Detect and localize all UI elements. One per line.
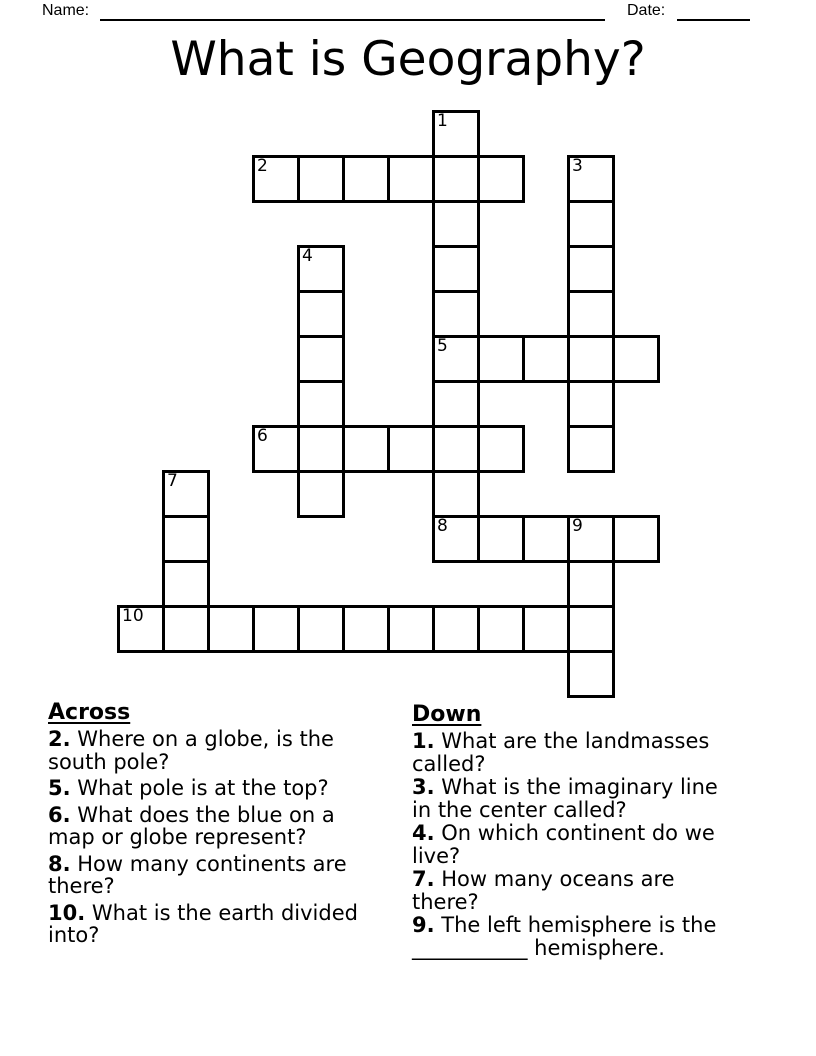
crossword-cell[interactable] bbox=[432, 290, 480, 338]
cell-number-label: 7 bbox=[167, 471, 178, 491]
crossword-cell[interactable] bbox=[477, 335, 525, 383]
clue-number: 10. bbox=[48, 900, 86, 925]
cell-number-label: 9 bbox=[572, 516, 583, 536]
crossword-cell[interactable] bbox=[567, 605, 615, 653]
crossword-cell[interactable] bbox=[432, 380, 480, 428]
clue-number: 7. bbox=[412, 867, 435, 891]
across-clue-5: 5. What pole is at the top? bbox=[48, 776, 329, 800]
clue-number: 1. bbox=[412, 729, 435, 753]
clue-number: 5. bbox=[48, 776, 71, 800]
crossword-cell[interactable] bbox=[432, 425, 480, 473]
crossword-cell[interactable] bbox=[297, 605, 345, 653]
crossword-cell[interactable] bbox=[432, 335, 480, 383]
cell-number-label: 8 bbox=[437, 516, 448, 536]
down-clue-7: 7. How many oceans are there? bbox=[412, 867, 675, 914]
crossword-cell[interactable] bbox=[612, 335, 660, 383]
crossword-cell[interactable] bbox=[567, 155, 615, 203]
page-title: What is Geography? bbox=[170, 32, 646, 87]
down-clue-1: 1. What are the landmasses called? bbox=[412, 729, 710, 776]
crossword-cell[interactable] bbox=[477, 515, 525, 563]
crossword-cell[interactable] bbox=[387, 425, 435, 473]
clue-number: 3. bbox=[412, 775, 435, 799]
across-clue-10: 10. What is the earth divided into? bbox=[48, 900, 358, 947]
crossword-cell[interactable] bbox=[297, 470, 345, 518]
clue-number: 2. bbox=[48, 727, 71, 751]
down-clue-3: 3. What is the imaginary line in the center called? bbox=[412, 775, 718, 822]
crossword-cell[interactable] bbox=[567, 200, 615, 248]
crossword-cell[interactable] bbox=[252, 605, 300, 653]
crossword-cell[interactable] bbox=[162, 470, 210, 518]
crossword-cell[interactable] bbox=[297, 425, 345, 473]
clue-number: 6. bbox=[48, 802, 71, 827]
crossword-cell[interactable] bbox=[432, 110, 480, 158]
crossword-cell[interactable] bbox=[252, 425, 300, 473]
across-clues-section bbox=[48, 701, 380, 951]
crossword-cell[interactable] bbox=[432, 155, 480, 203]
crossword-cell[interactable] bbox=[522, 515, 570, 563]
crossword-cell[interactable] bbox=[387, 605, 435, 653]
crossword-cell[interactable] bbox=[567, 290, 615, 338]
clue-number: 4. bbox=[412, 821, 435, 845]
crossword-cell[interactable] bbox=[432, 605, 480, 653]
crossword-cell[interactable] bbox=[522, 335, 570, 383]
across-clue-2: 2. Where on a globe, is the south pole? bbox=[48, 727, 334, 774]
crossword-cell[interactable] bbox=[477, 155, 525, 203]
down-clue-list bbox=[412, 730, 734, 959]
date-blank-line[interactable] bbox=[677, 1, 750, 21]
crossword-cell[interactable] bbox=[162, 605, 210, 653]
cell-number-label: 3 bbox=[572, 156, 583, 176]
date-label: Date: bbox=[627, 2, 666, 19]
crossword-grid bbox=[117, 110, 660, 698]
cell-number-label: 1 bbox=[437, 111, 448, 131]
crossword-cell[interactable] bbox=[162, 515, 210, 563]
crossword-cell[interactable] bbox=[297, 155, 345, 203]
crossword-cell[interactable] bbox=[477, 425, 525, 473]
crossword-cell[interactable] bbox=[567, 560, 615, 608]
crossword-cell[interactable] bbox=[477, 605, 525, 653]
crossword-cell[interactable] bbox=[297, 290, 345, 338]
crossword-cell[interactable] bbox=[342, 425, 390, 473]
crossword-cell[interactable] bbox=[297, 245, 345, 293]
cell-number-label: 5 bbox=[437, 336, 448, 356]
crossword-cell[interactable] bbox=[387, 155, 435, 203]
crossword-cell[interactable] bbox=[117, 605, 165, 653]
crossword-cell[interactable] bbox=[342, 605, 390, 653]
crossword-cell[interactable] bbox=[612, 515, 660, 563]
cell-number-label: 2 bbox=[257, 156, 268, 176]
crossword-cell[interactable] bbox=[162, 560, 210, 608]
across-clue-list bbox=[48, 728, 380, 947]
across-heading: Across bbox=[48, 700, 131, 725]
crossword-cell[interactable] bbox=[567, 335, 615, 383]
crossword-cell[interactable] bbox=[522, 605, 570, 653]
crossword-cell[interactable] bbox=[207, 605, 255, 653]
crossword-cell[interactable] bbox=[252, 155, 300, 203]
down-clues-section bbox=[412, 703, 734, 960]
crossword-cell[interactable] bbox=[567, 650, 615, 698]
crossword-cell[interactable] bbox=[432, 245, 480, 293]
crossword-cell[interactable] bbox=[432, 470, 480, 518]
name-blank-line[interactable] bbox=[100, 1, 605, 21]
cell-number-label: 6 bbox=[257, 426, 268, 446]
crossword-cell[interactable] bbox=[297, 380, 345, 428]
cell-number-label: 4 bbox=[302, 246, 313, 266]
down-clue-9: 9. The left hemisphere is the ___________ hemisphere. bbox=[412, 913, 717, 960]
down-heading: Down bbox=[412, 702, 482, 727]
clue-number: 9. bbox=[412, 913, 435, 937]
crossword-cell[interactable] bbox=[432, 200, 480, 248]
crossword-cell[interactable] bbox=[432, 515, 480, 563]
cell-number-label: 10 bbox=[122, 606, 144, 626]
crossword-cell[interactable] bbox=[567, 515, 615, 563]
down-clue-4: 4. On which continent do we live? bbox=[412, 821, 715, 868]
crossword-cell[interactable] bbox=[567, 245, 615, 293]
crossword-cell[interactable] bbox=[342, 155, 390, 203]
across-clue-8: 8. How many continents are there? bbox=[48, 851, 347, 898]
clue-number: 8. bbox=[48, 851, 71, 876]
name-label: Name: bbox=[42, 2, 90, 19]
across-clue-6: 6. What does the blue on a map or globe represent? bbox=[48, 802, 335, 849]
crossword-cell[interactable] bbox=[297, 335, 345, 383]
crossword-cell[interactable] bbox=[567, 425, 615, 473]
crossword-cell[interactable] bbox=[567, 380, 615, 428]
